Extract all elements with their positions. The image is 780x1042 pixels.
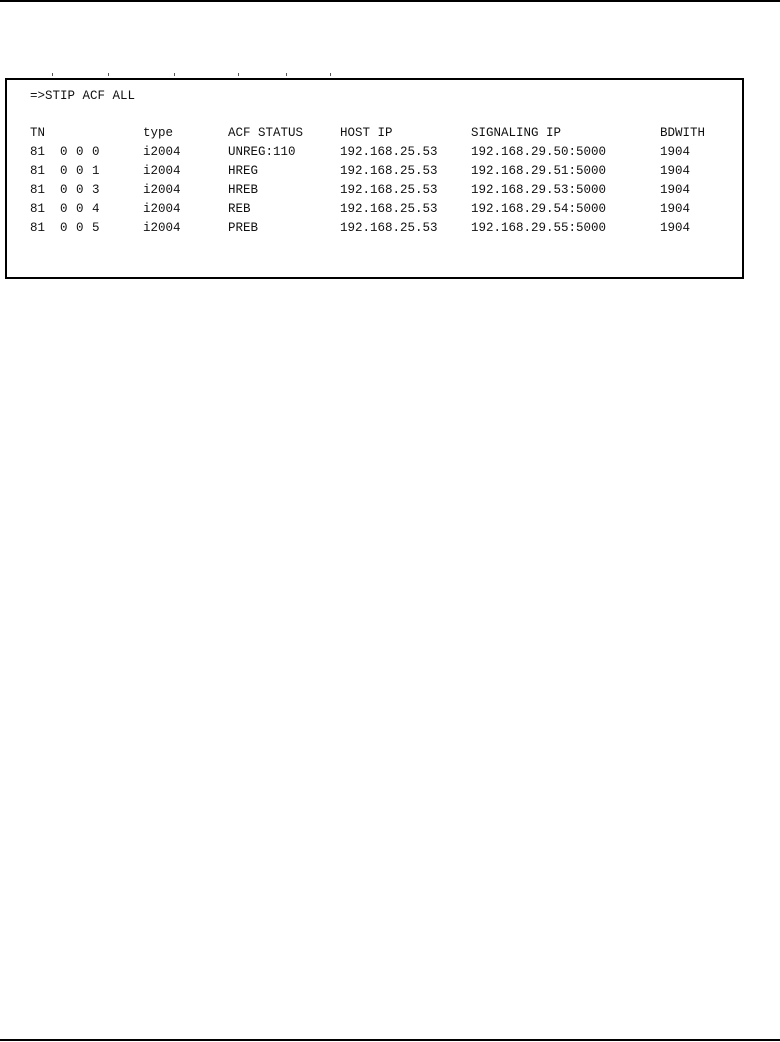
cell-host-ip: 192.168.25.53 bbox=[340, 164, 438, 178]
cell-loop: 0 bbox=[60, 221, 68, 235]
cell-type: i2004 bbox=[143, 164, 181, 178]
cell-loop: 0 bbox=[60, 164, 68, 178]
cell-bdwith: 1904 bbox=[660, 164, 691, 178]
cell-host-ip: 192.168.25.53 bbox=[340, 145, 438, 159]
table-row bbox=[30, 164, 730, 183]
cell-host-ip: 192.168.25.53 bbox=[340, 183, 438, 197]
cell-signaling-ip: 192.168.29.54:5000 bbox=[471, 202, 607, 216]
header-bdwith: BDWITH bbox=[660, 126, 706, 140]
scan-artifact-ticks bbox=[50, 73, 350, 77]
header-signaling-ip: SIGNALING IP bbox=[471, 126, 562, 140]
cell-acf-status: REB bbox=[228, 202, 251, 216]
command-line: =>STIP ACF ALL bbox=[30, 89, 136, 103]
cell-card: 4 bbox=[92, 202, 100, 216]
cell-shelf: 0 bbox=[76, 202, 84, 216]
cell-card: 1 bbox=[92, 164, 100, 178]
page-top-rule bbox=[0, 0, 780, 2]
cell-acf-status: PREB bbox=[228, 221, 259, 235]
cell-bdwith: 1904 bbox=[660, 183, 691, 197]
header-tn: TN bbox=[30, 126, 46, 140]
cell-tn: 81 bbox=[30, 183, 46, 197]
table-row bbox=[30, 202, 730, 221]
cell-type: i2004 bbox=[143, 145, 181, 159]
header-type: type bbox=[143, 126, 174, 140]
cell-bdwith: 1904 bbox=[660, 202, 691, 216]
cell-card: 0 bbox=[92, 145, 100, 159]
cell-tn: 81 bbox=[30, 221, 46, 235]
cell-acf-status: HREG bbox=[228, 164, 259, 178]
page-bottom-rule bbox=[0, 1039, 780, 1041]
cell-loop: 0 bbox=[60, 202, 68, 216]
cell-loop: 0 bbox=[60, 145, 68, 159]
cell-acf-status: UNREG:110 bbox=[228, 145, 296, 159]
table-row bbox=[30, 145, 730, 164]
cell-tn: 81 bbox=[30, 164, 46, 178]
cell-type: i2004 bbox=[143, 202, 181, 216]
header-acf-status: ACF STATUS bbox=[228, 126, 304, 140]
cell-type: i2004 bbox=[143, 221, 181, 235]
cell-signaling-ip: 192.168.29.50:5000 bbox=[471, 145, 607, 159]
cell-signaling-ip: 192.168.29.51:5000 bbox=[471, 164, 607, 178]
table-header-row bbox=[30, 126, 730, 145]
terminal-output-box bbox=[5, 78, 744, 279]
cell-type: i2004 bbox=[143, 183, 181, 197]
table-row bbox=[30, 221, 730, 240]
cell-loop: 0 bbox=[60, 183, 68, 197]
cell-signaling-ip: 192.168.29.53:5000 bbox=[471, 183, 607, 197]
cell-bdwith: 1904 bbox=[660, 145, 691, 159]
cell-shelf: 0 bbox=[76, 145, 84, 159]
header-host-ip: HOST IP bbox=[340, 126, 393, 140]
cell-signaling-ip: 192.168.29.55:5000 bbox=[471, 221, 607, 235]
cell-card: 3 bbox=[92, 183, 100, 197]
cell-tn: 81 bbox=[30, 145, 46, 159]
table-row bbox=[30, 183, 730, 202]
cell-shelf: 0 bbox=[76, 183, 84, 197]
cell-host-ip: 192.168.25.53 bbox=[340, 221, 438, 235]
cell-bdwith: 1904 bbox=[660, 221, 691, 235]
cell-shelf: 0 bbox=[76, 164, 84, 178]
cell-shelf: 0 bbox=[76, 221, 84, 235]
cell-host-ip: 192.168.25.53 bbox=[340, 202, 438, 216]
cell-card: 5 bbox=[92, 221, 100, 235]
cell-acf-status: HREB bbox=[228, 183, 259, 197]
cell-tn: 81 bbox=[30, 202, 46, 216]
